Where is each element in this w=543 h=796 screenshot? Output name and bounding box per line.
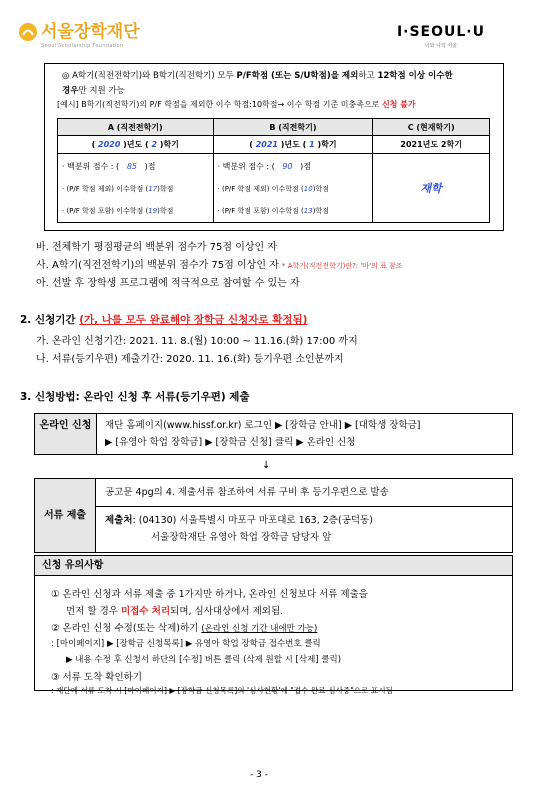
- b-year: ( 2021 )년도 ( 1 )학기: [213, 136, 373, 154]
- online-step-line: ▶ [유영아 학업 장학금] ▶ [장학금 신청] 클릭 ▶ 온라인 신청: [105, 437, 356, 448]
- note-text: ◎ A학기(직전전학기)와 B학기(직전학기) 모두: [62, 71, 237, 81]
- example-note: [57, 99, 416, 110]
- note-bold: 경우: [62, 86, 79, 96]
- header-c: C (현재학기): [373, 119, 490, 136]
- semester-table: [57, 118, 490, 223]
- example-red: 신청 불가: [381, 100, 416, 109]
- logo-subtitle: Seoul Scholarship Foundation: [41, 43, 124, 49]
- caution-2b: : [마이페이지] ▶ [장학금 신청목록] ▶ 유영아 학업 장학금 접수번호 클릭: [51, 639, 321, 649]
- header-b: B (직전학기): [213, 119, 373, 136]
- application-period-online: 가. 온라인 신청기간: 2021. 11. 8.(월) 10:00 ~ 11.16.(화) 17:00 까지: [36, 336, 358, 347]
- item-a: 아. 선발 후 장학생 프로그램에 적극적으로 참여할 수 있는 자: [36, 278, 300, 289]
- docs-destination: 제출처: (04130) 서울특별시 마포구 마포대로 163, 2층(공덕동) 서울장학재단 유영아 학업 장학금 담당자 앞: [105, 515, 373, 543]
- item-ba: 바. 전체학기 평점평균의 백분위 점수가 75점 이상인 자: [36, 242, 278, 253]
- down-arrow-icon: ↓: [262, 460, 271, 471]
- iseoulu-logo-text: I·SEOUL·U: [396, 24, 485, 40]
- caution-1b: 먼저 할 경우 미접수 처리되며, 심사대상에서 제외됨.: [66, 606, 284, 617]
- note-text: 하고: [358, 71, 378, 81]
- docs-submit-label: 서류 제출: [35, 479, 96, 552]
- note-text: 만 지원 가능: [78, 86, 125, 96]
- online-apply-steps: [105, 417, 421, 451]
- section2-title: 2. 신청기간 (가, 나를 모두 완료해야 장학금 신청자로 확정됨): [20, 314, 308, 326]
- caution-1: ① 온라인 신청과 서류 제출 중 1가지만 하거나, 온라인 신청보다 서류 제출을: [51, 589, 368, 600]
- iseoulu-logo-sub: 너와 나의 서울: [424, 43, 458, 49]
- example-text: [예시] B학기(직전학기)의 P/F 학점을 제외한 이수 학점:10학점→ 이수 학점 기준 미충족으로: [57, 100, 382, 109]
- caution-box: [34, 555, 513, 695]
- caution-2: ② 온라인 신청 수정(또는 삭제)하기 (온라인 신청 기간 내에만 가능): [51, 623, 318, 634]
- caution-3b: : 재단에 서류 도착 시 [마이페이지] ▶ [장학금 신청목록]의 '심사현황'에 "접수 완료-심사중"으로 표시됨: [51, 686, 393, 695]
- online-apply-label: 온라인 신청: [35, 414, 97, 454]
- online-apply-box: [34, 413, 513, 455]
- page-number: - 3 -: [250, 770, 268, 780]
- foundation-logo: [18, 22, 140, 49]
- caution-3: ③ 서류 도착 확인하기: [51, 672, 142, 683]
- iseoulu-logo: [397, 24, 485, 49]
- a-year: ( 2020 )년도 ( 2 )학기: [58, 136, 214, 154]
- online-step-line: 재단 홈페이지(www.hissf.or.kr) 로그인 ▶ [장학금 안내] ▶ [대학생 장학금]: [105, 420, 421, 431]
- caution-2c: ▶ 내용 수정 후 신청서 하단의 [수정] 버튼 클릭 (삭제 원할 시 [삭제] 클릭): [66, 655, 342, 665]
- eligibility-note: [62, 69, 498, 99]
- b-details: · 백분위 점수 : ( 90 )점 · (P/F 학점 제외) 이수학점 (10)학점 · (P/F 학점 포함) 이수학점 (13)학점: [213, 154, 373, 223]
- header-a: A (직전전학기): [58, 119, 214, 136]
- section3-title: 3. 신청방법: 온라인 신청 후 서류(등기우편) 제출: [20, 391, 250, 403]
- c-year: 2021년도 2학기: [373, 136, 490, 154]
- note-bold: P/F학점 (또는 S/U학점)을 제외: [236, 71, 359, 81]
- application-period-docs: 나. 서류(등기우편) 제출기간: 2020. 11. 16.(화) 등기우편 소인분까지: [36, 354, 344, 365]
- note-bold: 12학점 이상 이수한: [377, 71, 453, 81]
- caution-title: 신청 유의사항: [35, 556, 512, 576]
- item-sa: 사. A학기(직전전학기)의 백분위 점수가 75점 이상인 자 * A학기(직전전학기)란?: '마'의 표 참조: [36, 260, 403, 271]
- logo-title: 서울장학재단: [41, 22, 140, 42]
- a-details: · 백분위 점수 : ( 85 )점 · (P/F 학점 제외) 이수학점 (17)학점 · (P/F 학점 포함) 이수학점 (19)학점: [58, 154, 214, 223]
- docs-submit-box: [34, 478, 513, 553]
- foundation-logo-icon: [18, 22, 38, 42]
- c-status: 재학: [373, 154, 490, 223]
- docs-instruction: 공고문 4pg의 4. 제출서류 참조하여 서류 구비 후 등기우편으로 발송: [95, 479, 512, 507]
